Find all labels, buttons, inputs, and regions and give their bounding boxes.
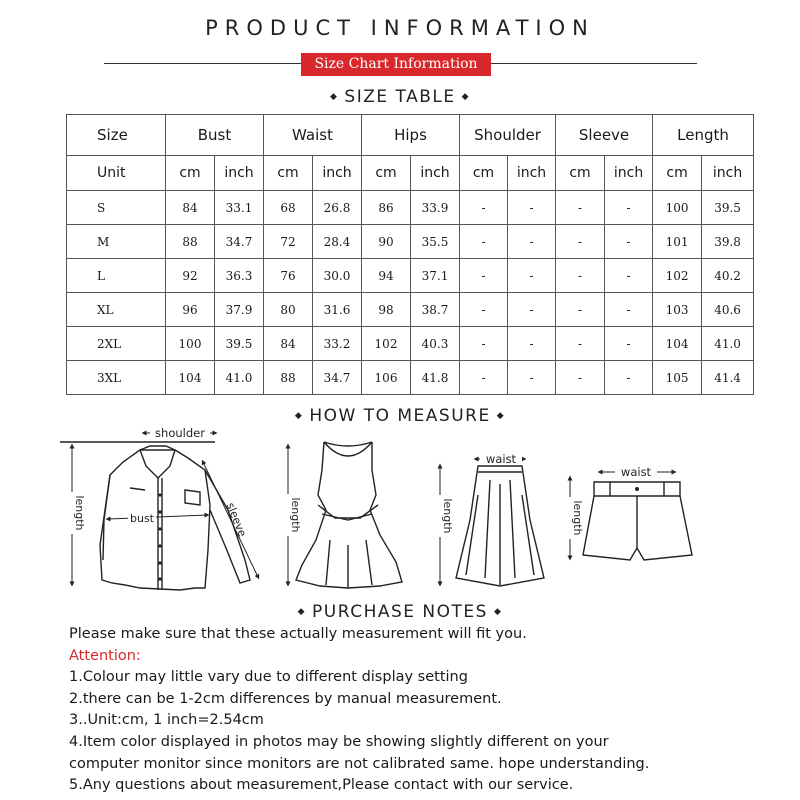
unit-inch: inch	[605, 156, 653, 191]
cm-cell: 92	[166, 259, 215, 293]
notes-attention: Attention:	[69, 647, 141, 664]
diamond-icon: ◆	[496, 411, 506, 421]
cm-cell: 90	[362, 225, 411, 259]
measure-illustrations	[0, 420, 800, 600]
col-header-sleeve: Sleeve	[556, 115, 653, 156]
cm-cell: -	[556, 361, 605, 395]
cm-cell: 100	[653, 191, 702, 225]
diamond-icon: ◆	[493, 607, 503, 617]
size-cell: XL	[67, 293, 166, 327]
unit-inch: inch	[215, 156, 264, 191]
sleeve-label: sleeve	[223, 500, 249, 539]
cm-cell: -	[460, 293, 508, 327]
inch-cell: -	[605, 293, 653, 327]
skirt-icon	[456, 466, 544, 586]
cm-cell: 94	[362, 259, 411, 293]
size-cell: M	[67, 225, 166, 259]
unit-label: Unit	[67, 156, 166, 191]
inch-cell: 34.7	[215, 225, 264, 259]
inch-cell: 33.9	[411, 191, 460, 225]
table-header-row	[67, 115, 754, 156]
cm-cell: -	[460, 225, 508, 259]
cm-cell: 80	[264, 293, 313, 327]
table-row	[67, 327, 754, 361]
cm-cell: 88	[166, 225, 215, 259]
inch-cell: 39.5	[215, 327, 264, 361]
inch-cell: 38.7	[411, 293, 460, 327]
shorts-length-label: length	[571, 500, 584, 536]
unit-cm: cm	[362, 156, 411, 191]
title-divider-right	[491, 63, 697, 64]
shorts-icon	[583, 482, 692, 560]
inch-cell: 34.7	[313, 361, 362, 395]
diamond-icon: ◆	[297, 607, 307, 617]
unit-cm: cm	[556, 156, 605, 191]
cm-cell: -	[460, 361, 508, 395]
size-table-heading	[0, 87, 800, 107]
purchase-notes	[69, 624, 649, 797]
note-item: 3..Unit:cm, 1 inch=2.54cm	[69, 712, 264, 729]
cm-cell: 102	[362, 327, 411, 361]
cm-cell: 98	[362, 293, 411, 327]
diamond-icon: ◆	[461, 92, 470, 102]
size-cell: 2XL	[67, 327, 166, 361]
cm-cell: 76	[264, 259, 313, 293]
table-row	[67, 361, 754, 395]
cm-cell: 101	[653, 225, 702, 259]
inch-cell: 30.0	[313, 259, 362, 293]
note-item: 5.Any questions about measurement,Please contact with our service.	[69, 777, 574, 794]
cm-cell: 100	[166, 327, 215, 361]
dress-length-label: length	[289, 497, 302, 533]
size-cell: L	[67, 259, 166, 293]
inch-cell: -	[605, 191, 653, 225]
unit-inch: inch	[313, 156, 362, 191]
purchase-notes-heading	[0, 602, 800, 622]
inch-cell: -	[605, 361, 653, 395]
cm-cell: -	[556, 327, 605, 361]
cm-cell: -	[460, 327, 508, 361]
diamond-icon: ◆	[329, 92, 339, 102]
shirt-buttons	[158, 493, 161, 580]
col-header-shoulder: Shoulder	[460, 115, 556, 156]
inch-cell: 36.3	[215, 259, 264, 293]
inch-cell: 39.5	[702, 191, 754, 225]
unit-cm: cm	[460, 156, 508, 191]
title-divider-left	[104, 63, 301, 64]
col-header-waist: Waist	[264, 115, 362, 156]
dress-icon	[296, 442, 402, 588]
note-item: 1.Colour may little vary due to different display setting	[69, 669, 468, 686]
cm-cell: -	[556, 191, 605, 225]
size-cell: 3XL	[67, 361, 166, 395]
inch-cell: 41.0	[702, 327, 754, 361]
inch-cell: 40.2	[702, 259, 754, 293]
inch-cell: 37.1	[411, 259, 460, 293]
inch-cell: 35.5	[411, 225, 460, 259]
inch-cell: 33.1	[215, 191, 264, 225]
inch-cell: 37.9	[215, 293, 264, 327]
inch-cell: 31.6	[313, 293, 362, 327]
shirt-length-label: length	[73, 495, 86, 531]
cm-cell: 84	[264, 327, 313, 361]
size-table	[66, 114, 754, 395]
note-item: 4.Item color displayed in photos may be showing slightly different on your	[69, 733, 609, 750]
unit-inch: inch	[702, 156, 754, 191]
purchase-notes-heading-text: PURCHASE NOTES	[312, 602, 488, 622]
inch-cell: -	[508, 225, 556, 259]
cm-cell: 72	[264, 225, 313, 259]
table-unit-row	[67, 156, 754, 191]
unit-cm: cm	[264, 156, 313, 191]
cm-cell: 104	[166, 361, 215, 395]
size-table-heading-text: SIZE TABLE	[344, 87, 456, 107]
cm-cell: 104	[653, 327, 702, 361]
page-title: PRODUCT INFORMATION	[205, 16, 595, 40]
inch-cell: -	[605, 259, 653, 293]
inch-cell: 39.8	[702, 225, 754, 259]
shoulder-label: shoulder	[155, 426, 205, 440]
unit-cm: cm	[166, 156, 215, 191]
bust-label: bust	[130, 512, 154, 525]
note-item: 2.there can be 1-2cm differences by manual measurement.	[69, 690, 502, 707]
cm-cell: -	[556, 259, 605, 293]
inch-cell: 40.6	[702, 293, 754, 327]
table-row	[67, 225, 754, 259]
note-item: computer monitor since monitors are not calibrated same. hope understanding.	[69, 755, 650, 772]
cm-cell: 103	[653, 293, 702, 327]
cm-cell: -	[460, 191, 508, 225]
inch-cell: -	[508, 293, 556, 327]
cm-cell: 105	[653, 361, 702, 395]
inch-cell: -	[508, 259, 556, 293]
cm-cell: 88	[264, 361, 313, 395]
inch-cell: 41.0	[215, 361, 264, 395]
inch-cell: 33.2	[313, 327, 362, 361]
inch-cell: 28.4	[313, 225, 362, 259]
size-cell: S	[67, 191, 166, 225]
cm-cell: 68	[264, 191, 313, 225]
skirt-length-label: length	[441, 498, 454, 534]
shorts-button	[635, 487, 639, 491]
inch-cell: -	[508, 327, 556, 361]
cm-cell: 102	[653, 259, 702, 293]
size-chart-badge: Size Chart Information	[301, 53, 491, 76]
table-row	[67, 259, 754, 293]
col-header-length: Length	[653, 115, 754, 156]
cm-cell: 84	[166, 191, 215, 225]
cm-cell: -	[556, 225, 605, 259]
diamond-icon: ◆	[294, 411, 304, 421]
cm-cell: 96	[166, 293, 215, 327]
unit-inch: inch	[508, 156, 556, 191]
inch-cell: -	[508, 191, 556, 225]
inch-cell: 41.8	[411, 361, 460, 395]
unit-cm: cm	[653, 156, 702, 191]
notes-intro: Please make sure that these actually measurement will fit you.	[69, 626, 527, 642]
inch-cell: 40.3	[411, 327, 460, 361]
how-to-measure-heading-text: HOW TO MEASURE	[309, 406, 491, 426]
table-row	[67, 293, 754, 327]
unit-inch: inch	[411, 156, 460, 191]
cm-cell: 106	[362, 361, 411, 395]
inch-cell: 26.8	[313, 191, 362, 225]
inch-cell: 41.4	[702, 361, 754, 395]
cm-cell: 86	[362, 191, 411, 225]
shorts-waist-label: waist	[620, 465, 652, 479]
skirt-waist-label: waist	[485, 452, 517, 466]
inch-cell: -	[508, 361, 556, 395]
table-row	[67, 191, 754, 225]
col-header-size: Size	[67, 115, 166, 156]
inch-cell: -	[605, 327, 653, 361]
cm-cell: -	[460, 259, 508, 293]
inch-cell: -	[605, 225, 653, 259]
col-header-hips: Hips	[362, 115, 460, 156]
col-header-bust: Bust	[166, 115, 264, 156]
cm-cell: -	[556, 293, 605, 327]
